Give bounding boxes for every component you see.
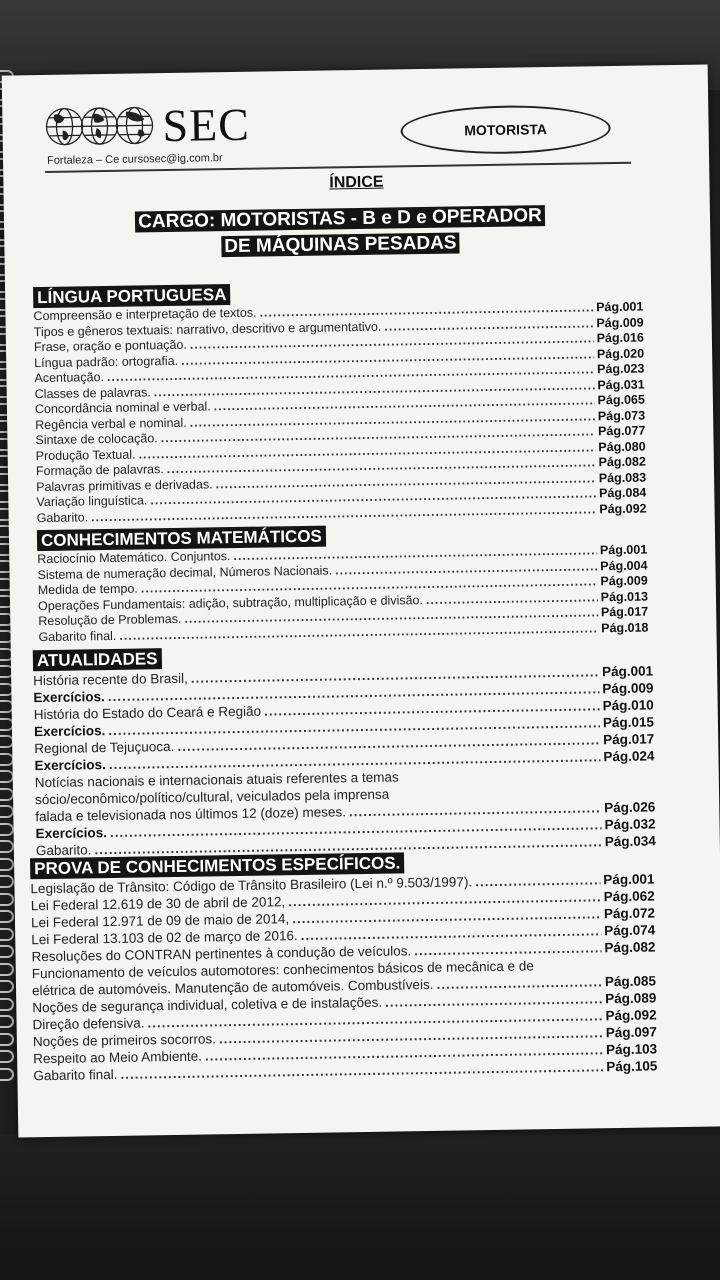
toc-entry-page: Pág.089 bbox=[605, 990, 657, 1007]
toc-entry-page: Pág.031 bbox=[597, 377, 645, 392]
toc-entry-title: Exercícios. bbox=[35, 825, 108, 842]
background-bottom bbox=[0, 1135, 720, 1280]
toc-entry-title: Compreensão e interpretação de textos. bbox=[33, 305, 257, 324]
toc-entry-page: Pág.085 bbox=[604, 973, 657, 990]
toc-entry-page: Pág.004 bbox=[600, 558, 648, 573]
toc-entry-page: Pág.001 bbox=[601, 663, 654, 680]
toc-entry-title: Noções de segurança individual, coletiva e de instalações. bbox=[32, 994, 383, 1016]
toc-entry-title: Operações Fundamentais: adição, subtração, multiplicação e divisão. bbox=[37, 592, 424, 613]
multi-line-entry: Notícias nacionais e internacionais atuais referentes a temas bbox=[34, 769, 399, 791]
toc-entry-title: Lei Federal 12.619 de 30 de abril de 2012, bbox=[30, 894, 286, 914]
toc-entry-title: Legislação de Trânsito: Código de Trânsito Brasileiro (Lei n.º 9.503/1997). bbox=[30, 874, 473, 897]
section-heading: CONHECIMENTOS MATEMÁTICOS bbox=[37, 526, 326, 552]
document-page bbox=[2, 65, 720, 1138]
spiral-ring bbox=[0, 858, 14, 871]
toc-entry-title: Variação linguística. bbox=[36, 493, 148, 510]
spiral-ring bbox=[0, 840, 14, 853]
spiral-ring bbox=[0, 1033, 14, 1046]
toc-entry-title: Lei Federal 12.971 de 09 de maio de 2014, bbox=[30, 911, 290, 931]
cargo-line-2: DE MÁQUINAS PESADAS bbox=[221, 232, 460, 257]
toc-entry-page: Pág.010 bbox=[602, 697, 654, 714]
logo-text: SEC bbox=[162, 98, 251, 152]
toc-entry-title: Gabarito final. bbox=[33, 1066, 118, 1084]
spiral-ring bbox=[0, 1015, 14, 1028]
section-heading: PROVA DE CONHECIMENTOS ESPECÍFICOS. bbox=[30, 852, 404, 879]
toc-entry-title: Regional de Tejuçuoca. bbox=[34, 738, 175, 757]
toc-entry-title: Regência verbal e nominal. bbox=[35, 415, 187, 432]
toc-entry-title: Respeito ao Meio Ambiente. bbox=[33, 1048, 203, 1067]
header-subtitle: Fortaleza – Ce cursosec@ig.com.br bbox=[46, 152, 223, 167]
spiral-ring bbox=[0, 945, 14, 958]
toc-entry-page: Pág.001 bbox=[603, 871, 655, 888]
toc-entry-title: Concordância nominal e verbal. bbox=[34, 399, 211, 417]
toc-entry-page: Pág.080 bbox=[598, 439, 646, 454]
toc-entry-page: Pág.009 bbox=[596, 315, 644, 330]
spiral-ring bbox=[0, 1050, 14, 1063]
toc-entry-page: Pág.009 bbox=[600, 573, 648, 589]
toc-entry-title: Palavras primitivas e derivadas. bbox=[36, 476, 213, 494]
toc-entry-page: Pág.072 bbox=[603, 905, 656, 922]
toc-entry-page: Pág.001 bbox=[596, 299, 644, 315]
toc-entry-page: Pág.001 bbox=[599, 542, 648, 558]
dot-leader bbox=[475, 871, 601, 890]
toc-entry-page: Pág.026 bbox=[604, 799, 656, 816]
toc-entry-title: Acentuação. bbox=[34, 370, 105, 386]
section-heading: LÍNGUA PORTUGUESA bbox=[33, 284, 231, 308]
section-conhecimentos-matematicos bbox=[37, 521, 649, 646]
toc-entry-title: Noções de primeiros socorros. bbox=[32, 1031, 217, 1050]
toc-entry-title: Frase, oração e pontuação. bbox=[33, 337, 187, 355]
spiral-ring bbox=[0, 805, 14, 818]
toc-entry-title: Língua padrão: ortografia. bbox=[34, 353, 179, 370]
section-conhecimentos-especificos bbox=[30, 848, 657, 1084]
toc-entry-page: Pág.097 bbox=[605, 1024, 657, 1041]
toc-entry-page: Pág.017 bbox=[600, 604, 649, 620]
spiral-ring bbox=[0, 998, 14, 1011]
cargo-banner bbox=[100, 203, 581, 263]
spiral-ring bbox=[0, 823, 14, 836]
globe-logo-icon bbox=[44, 103, 155, 149]
spiral-ring bbox=[0, 963, 14, 976]
toc-entry-page: Pág.023 bbox=[597, 361, 645, 377]
spiral-ring bbox=[0, 910, 14, 923]
toc-entry-page: Pág.092 bbox=[605, 1007, 657, 1024]
page-title: ÍNDICE bbox=[329, 173, 384, 192]
toc-entry-page: Pág.032 bbox=[604, 816, 656, 833]
role-badge: MOTORISTA bbox=[400, 104, 611, 155]
toc-entry-title: Exercícios. bbox=[33, 689, 105, 706]
multi-line-entry: sócio/econômico/político/cultural, veiculados pela imprensa bbox=[34, 786, 390, 808]
spiral-ring bbox=[0, 875, 14, 888]
section-lingua-portuguesa bbox=[33, 278, 647, 527]
toc-entry-title: Raciocínio Matemático. Conjuntos. bbox=[37, 549, 231, 567]
toc-entry-title: Produção Textual. bbox=[35, 447, 136, 463]
toc-entry-title: elétrica de automóveis. Manutenção de automóveis. Combustíveis. bbox=[31, 976, 434, 999]
toc-entry-page: Pág.077 bbox=[597, 423, 646, 439]
dot-leader bbox=[414, 939, 601, 959]
toc-entry-page: Pág.020 bbox=[596, 346, 645, 361]
toc-entry-page: Pág.073 bbox=[597, 408, 646, 423]
toc-entry-title: Exercícios. bbox=[33, 723, 106, 740]
toc-entry-page: Pág.013 bbox=[600, 589, 649, 604]
toc-entry-page: Pág.103 bbox=[605, 1041, 658, 1058]
toc-entry-page: Pág.024 bbox=[603, 748, 655, 765]
toc-entry-title: Resoluções do CONTRAN pertinentes à condução de veículos. bbox=[31, 943, 412, 965]
toc-entry-title: Direção defensiva. bbox=[32, 1015, 145, 1033]
toc-entry-page: Pág.015 bbox=[602, 714, 655, 731]
toc-entry-page: Pág.083 bbox=[598, 470, 647, 485]
toc-entry-title: Exercícios. bbox=[34, 757, 106, 774]
toc-entry-title: Gabarito. bbox=[35, 842, 92, 859]
toc-entry-title: Gabarito. bbox=[36, 509, 89, 525]
multi-line-entry: Funcionamento de veículos automotores: conhecimentos básicos de mecânica e de bbox=[31, 958, 534, 982]
section-atualidades bbox=[33, 640, 656, 859]
section-heading: ATUALIDADES bbox=[33, 648, 162, 671]
toc-entry-page: Pág.105 bbox=[606, 1058, 658, 1075]
spiral-ring bbox=[0, 788, 14, 801]
toc-entry-page: Pág.062 bbox=[603, 888, 655, 905]
toc-entry-page: Pág.009 bbox=[602, 680, 654, 697]
toc-entry-title: Sintaxe de colocação. bbox=[35, 431, 158, 448]
cargo-line-1: CARGO: MOTORISTAS - B e D e OPERADOR bbox=[135, 205, 545, 232]
toc-entry-page: Pág.074 bbox=[604, 922, 656, 939]
toc-entry-page: Pág.017 bbox=[603, 731, 655, 748]
toc-entry-page: Pág.016 bbox=[596, 330, 645, 346]
toc-entry-title: História do Estado do Ceará e Região bbox=[33, 703, 262, 723]
spiral-ring bbox=[0, 928, 14, 941]
toc-entry-page: Pág.084 bbox=[598, 485, 647, 501]
toc-entry-title: falada e televisionada nos últimos 12 (doze) meses. bbox=[35, 804, 347, 825]
toc-entry-title: Lei Federal 13.103 de 02 de março de 2016. bbox=[31, 928, 298, 948]
spiral-ring bbox=[0, 1068, 14, 1081]
toc-entry-title: Gabarito final. bbox=[38, 628, 117, 644]
spiral-ring bbox=[0, 980, 14, 993]
toc-entry-page: Pág.082 bbox=[604, 939, 656, 956]
toc-entry-title: Resolução de Problemas. bbox=[38, 611, 182, 629]
toc-entry-title: Classes de palavras. bbox=[34, 384, 151, 401]
toc-entry-title: Medida de tempo. bbox=[37, 581, 138, 598]
toc-entry-title: Tipos e gêneros textuais: narrativo, descritivo e argumentativo. bbox=[33, 319, 382, 339]
toc-entry-page: Pág.092 bbox=[599, 501, 647, 516]
toc-entry-title: História recente do Brasil, bbox=[33, 670, 188, 689]
spiral-ring bbox=[0, 893, 14, 906]
toc-entry-page: Pág.018 bbox=[601, 620, 649, 635]
toc-entry-page: Pág.065 bbox=[597, 392, 645, 408]
toc-entry-title: Formação de palavras. bbox=[35, 462, 164, 479]
toc-entry-page: Pág.082 bbox=[598, 454, 646, 470]
toc-entry-title: Sistema de numeração decimal, Números Nacionais. bbox=[37, 562, 333, 582]
toc-entry-page: Pág.034 bbox=[604, 833, 656, 850]
